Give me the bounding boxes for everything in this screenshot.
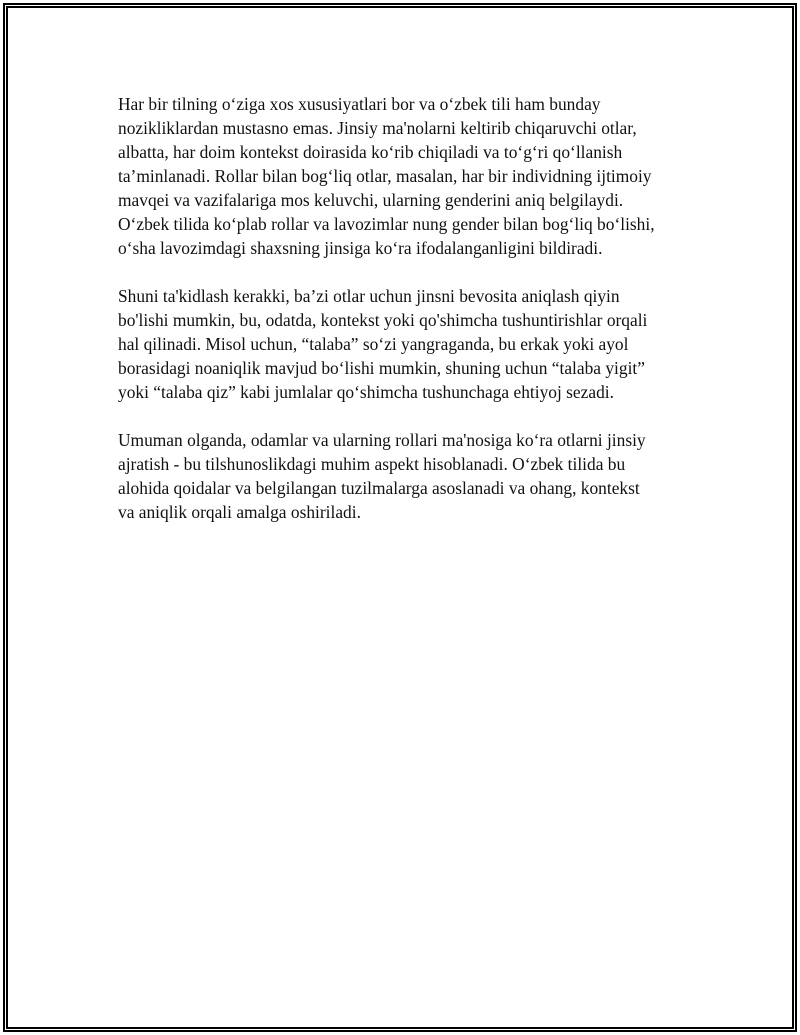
text-line: Har bir tilning o‘ziga xos xususiyatlari bor va o‘zbek tili ham bunday bbox=[118, 94, 601, 114]
text-line: alohida qoidalar va belgilangan tuzilmalarga asoslanadi va ohang, kontekst bbox=[118, 478, 640, 498]
paragraph-3 bbox=[118, 428, 690, 524]
text-line: o‘sha lavozimdagi shaxsning jinsiga ko‘ra ifodalanganligini bildiradi. bbox=[118, 238, 603, 258]
text-line: ta’minlanadi. Rollar bilan bog‘liq otlar, masalan, har bir individning ijtimoiy bbox=[118, 166, 652, 186]
text-line: bo'lishi mumkin, bu, odatda, kontekst yoki qo'shimcha tushuntirishlar orqali bbox=[118, 310, 648, 330]
text-line: ajratish - bu tilshunoslikdagi muhim aspekt hisoblanadi. O‘zbek tilida bu bbox=[118, 454, 626, 474]
text-line: albatta, har doim kontekst doirasida ko‘rib chiqiladi va to‘g‘ri qo‘llanish bbox=[118, 142, 623, 162]
text-line: borasidagi noaniqlik mavjud bo‘lishi mumkin, shuning uchun “talaba yigit” bbox=[118, 358, 645, 378]
text-line: Umuman olganda, odamlar va ularning rollari ma'nosiga ko‘ra otlarni jinsiy bbox=[118, 430, 646, 450]
paragraph-2 bbox=[118, 284, 690, 404]
paragraph-1 bbox=[118, 92, 690, 260]
text-line: Shuni ta'kidlash kerakki, ba’zi otlar uchun jinsni bevosita aniqlash qiyin bbox=[118, 286, 620, 306]
text-line: hal qilinadi. Misol uchun, “talaba” so‘zi yangraganda, bu erkak yoki ayol bbox=[118, 334, 629, 354]
text-line: nozikliklardan mustasno emas. Jinsiy ma'nolarni keltirib chiqaruvchi otlar, bbox=[118, 118, 637, 138]
text-line: va aniqlik orqali amalga oshiriladi. bbox=[118, 502, 361, 522]
text-line: O‘zbek tilida ko‘plab rollar va lavozimlar nung gender bilan bog‘liq bo‘lishi, bbox=[118, 214, 655, 234]
text-line: yoki “talaba qiz” kabi jumlalar qo‘shimcha tushunchaga ehtiyoj sezadi. bbox=[118, 382, 614, 402]
text-line: mavqei va vazifalariga mos keluvchi, ularning genderini aniq belgilaydi. bbox=[118, 190, 624, 210]
document-body bbox=[118, 92, 690, 548]
